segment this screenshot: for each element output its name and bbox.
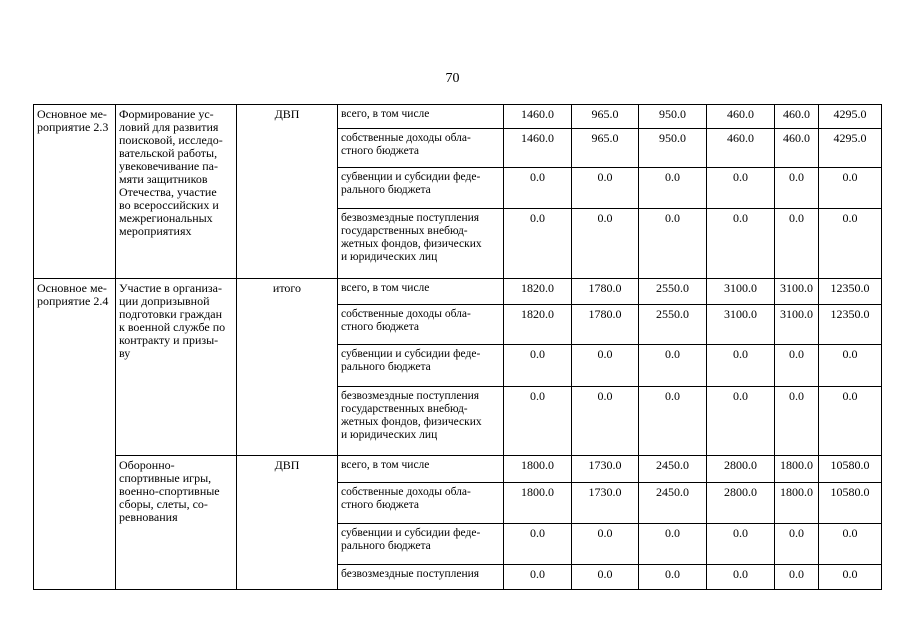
funding-category-cell <box>338 129 504 168</box>
year-value-cell: 2450.0 <box>639 483 707 524</box>
event-title: Основное ме- роприятие 2.4 <box>37 281 109 308</box>
year-value-cell: 1820.0 <box>504 279 572 305</box>
year-value-cell: 2800.0 <box>707 456 775 483</box>
funding-category: собственные доходы обла- стного бюджета <box>341 308 471 333</box>
year-value-cell: 0.0 <box>572 209 639 279</box>
funding-category-cell <box>338 209 504 279</box>
year-value-cell: 0.0 <box>504 168 572 209</box>
year-value-cell: 965.0 <box>572 105 639 129</box>
year-value-cell: 0.0 <box>639 209 707 279</box>
year-value-cell: 2450.0 <box>639 456 707 483</box>
year-value-cell: 1800.0 <box>504 456 572 483</box>
source-label: ДВП <box>274 107 300 121</box>
year-value-cell: 950.0 <box>639 105 707 129</box>
funding-category: субвенции и субсидии феде- рального бюджета <box>341 527 481 552</box>
year-value-cell: 3100.0 <box>707 279 775 305</box>
total-value-cell: 12350.0 <box>819 305 882 345</box>
total-value-cell: 0.0 <box>819 565 882 590</box>
year-value-cell: 2550.0 <box>639 305 707 345</box>
source-label: итого <box>272 281 302 295</box>
funding-category-cell <box>338 524 504 565</box>
year-value-cell: 0.0 <box>504 387 572 456</box>
total-value-cell: 12350.0 <box>819 279 882 305</box>
year-value-cell: 0.0 <box>504 524 572 565</box>
year-value-cell: 0.0 <box>639 565 707 590</box>
activity-name-cell <box>116 279 237 456</box>
year-value-cell: 460.0 <box>707 105 775 129</box>
table-row <box>34 105 882 129</box>
funding-category-cell <box>338 387 504 456</box>
year-value-cell: 0.0 <box>504 209 572 279</box>
total-value-cell: 4295.0 <box>819 105 882 129</box>
funding-category: безвозмездные поступления государственных внебюд- жетных фондов, физических и юридических лиц <box>341 212 482 263</box>
activity-name: Оборонно- спортивные игры, военно-спортивные сборы, слеты, со- ревнования <box>119 458 220 524</box>
year-value-cell: 1800.0 <box>504 483 572 524</box>
year-value-cell: 0.0 <box>707 387 775 456</box>
year-value-cell: 460.0 <box>775 129 819 168</box>
funding-category-cell <box>338 345 504 387</box>
funding-category-cell <box>338 305 504 345</box>
event-title-cell <box>34 279 116 590</box>
source-cell <box>237 456 338 590</box>
source-cell <box>237 279 338 456</box>
year-value-cell: 0.0 <box>707 345 775 387</box>
year-value-cell: 0.0 <box>504 345 572 387</box>
year-value-cell: 0.0 <box>775 387 819 456</box>
total-value-cell: 0.0 <box>819 524 882 565</box>
year-value-cell: 0.0 <box>775 168 819 209</box>
year-value-cell: 0.0 <box>775 345 819 387</box>
funding-category: всего, в том числе <box>341 108 430 120</box>
year-value-cell: 0.0 <box>639 168 707 209</box>
year-value-cell: 0.0 <box>639 524 707 565</box>
table-row <box>34 279 882 305</box>
year-value-cell: 0.0 <box>572 565 639 590</box>
year-value-cell: 2550.0 <box>639 279 707 305</box>
activity-name: Формирование ус- ловий для развития поисковой, исследо- вательской работы, увековечивание па- мяти защитников Отечества, участие во всероссийских и межрегиональных мероприятиях <box>119 107 223 238</box>
year-value-cell: 460.0 <box>707 129 775 168</box>
funding-category-cell <box>338 565 504 590</box>
funding-category: субвенции и субсидии феде- рального бюджета <box>341 348 481 373</box>
year-value-cell: 0.0 <box>639 387 707 456</box>
year-value-cell: 1800.0 <box>775 483 819 524</box>
year-value-cell: 0.0 <box>707 565 775 590</box>
year-value-cell: 0.0 <box>775 524 819 565</box>
budget-table <box>33 104 882 590</box>
year-value-cell: 0.0 <box>572 168 639 209</box>
total-value-cell: 0.0 <box>819 345 882 387</box>
funding-category: всего, в том числе <box>341 282 430 294</box>
year-value-cell: 460.0 <box>775 105 819 129</box>
funding-category-cell <box>338 456 504 483</box>
funding-category-cell <box>338 105 504 129</box>
year-value-cell: 965.0 <box>572 129 639 168</box>
year-value-cell: 0.0 <box>572 524 639 565</box>
funding-category-cell <box>338 279 504 305</box>
activity-name-cell <box>116 456 237 590</box>
year-value-cell: 1820.0 <box>504 305 572 345</box>
year-value-cell: 0.0 <box>775 565 819 590</box>
year-value-cell: 1780.0 <box>572 305 639 345</box>
funding-category: всего, в том числе <box>341 459 430 471</box>
year-value-cell: 1780.0 <box>572 279 639 305</box>
year-value-cell: 950.0 <box>639 129 707 168</box>
year-value-cell: 1730.0 <box>572 483 639 524</box>
page-number: 70 <box>445 71 460 86</box>
year-value-cell: 0.0 <box>707 168 775 209</box>
event-title: Основное ме- роприятие 2.3 <box>37 107 109 134</box>
year-value-cell: 3100.0 <box>707 305 775 345</box>
total-value-cell: 0.0 <box>819 168 882 209</box>
year-value-cell: 0.0 <box>707 209 775 279</box>
funding-category: собственные доходы обла- стного бюджета <box>341 486 471 511</box>
year-value-cell: 0.0 <box>775 209 819 279</box>
funding-category: безвозмездные поступления государственных внебюд- жетных фондов, физических и юридических лиц <box>341 390 482 441</box>
funding-category: безвозмездные поступления <box>341 568 480 580</box>
source-cell <box>237 105 338 279</box>
year-value-cell: 1730.0 <box>572 456 639 483</box>
year-value-cell: 0.0 <box>707 524 775 565</box>
source-label: ДВП <box>274 458 300 472</box>
activity-name: Участие в организа- ции допризывной подготовки граждан к военной службе по контракту и призы- ву <box>119 281 226 360</box>
funding-category-cell <box>338 168 504 209</box>
year-value-cell: 2800.0 <box>707 483 775 524</box>
year-value-cell: 0.0 <box>504 565 572 590</box>
year-value-cell: 1800.0 <box>775 456 819 483</box>
total-value-cell: 0.0 <box>819 387 882 456</box>
year-value-cell: 0.0 <box>572 387 639 456</box>
event-title-cell <box>34 105 116 279</box>
year-value-cell: 3100.0 <box>775 279 819 305</box>
funding-category: собственные доходы обла- стного бюджета <box>341 132 471 157</box>
table-row <box>34 456 882 483</box>
total-value-cell: 10580.0 <box>819 483 882 524</box>
funding-category: субвенции и субсидии феде- рального бюджета <box>341 171 481 196</box>
year-value-cell: 3100.0 <box>775 305 819 345</box>
funding-category-cell <box>338 483 504 524</box>
total-value-cell: 4295.0 <box>819 129 882 168</box>
year-value-cell: 0.0 <box>572 345 639 387</box>
year-value-cell: 0.0 <box>639 345 707 387</box>
activity-name-cell <box>116 105 237 279</box>
year-value-cell: 1460.0 <box>504 105 572 129</box>
year-value-cell: 1460.0 <box>504 129 572 168</box>
total-value-cell: 0.0 <box>819 209 882 279</box>
total-value-cell: 10580.0 <box>819 456 882 483</box>
